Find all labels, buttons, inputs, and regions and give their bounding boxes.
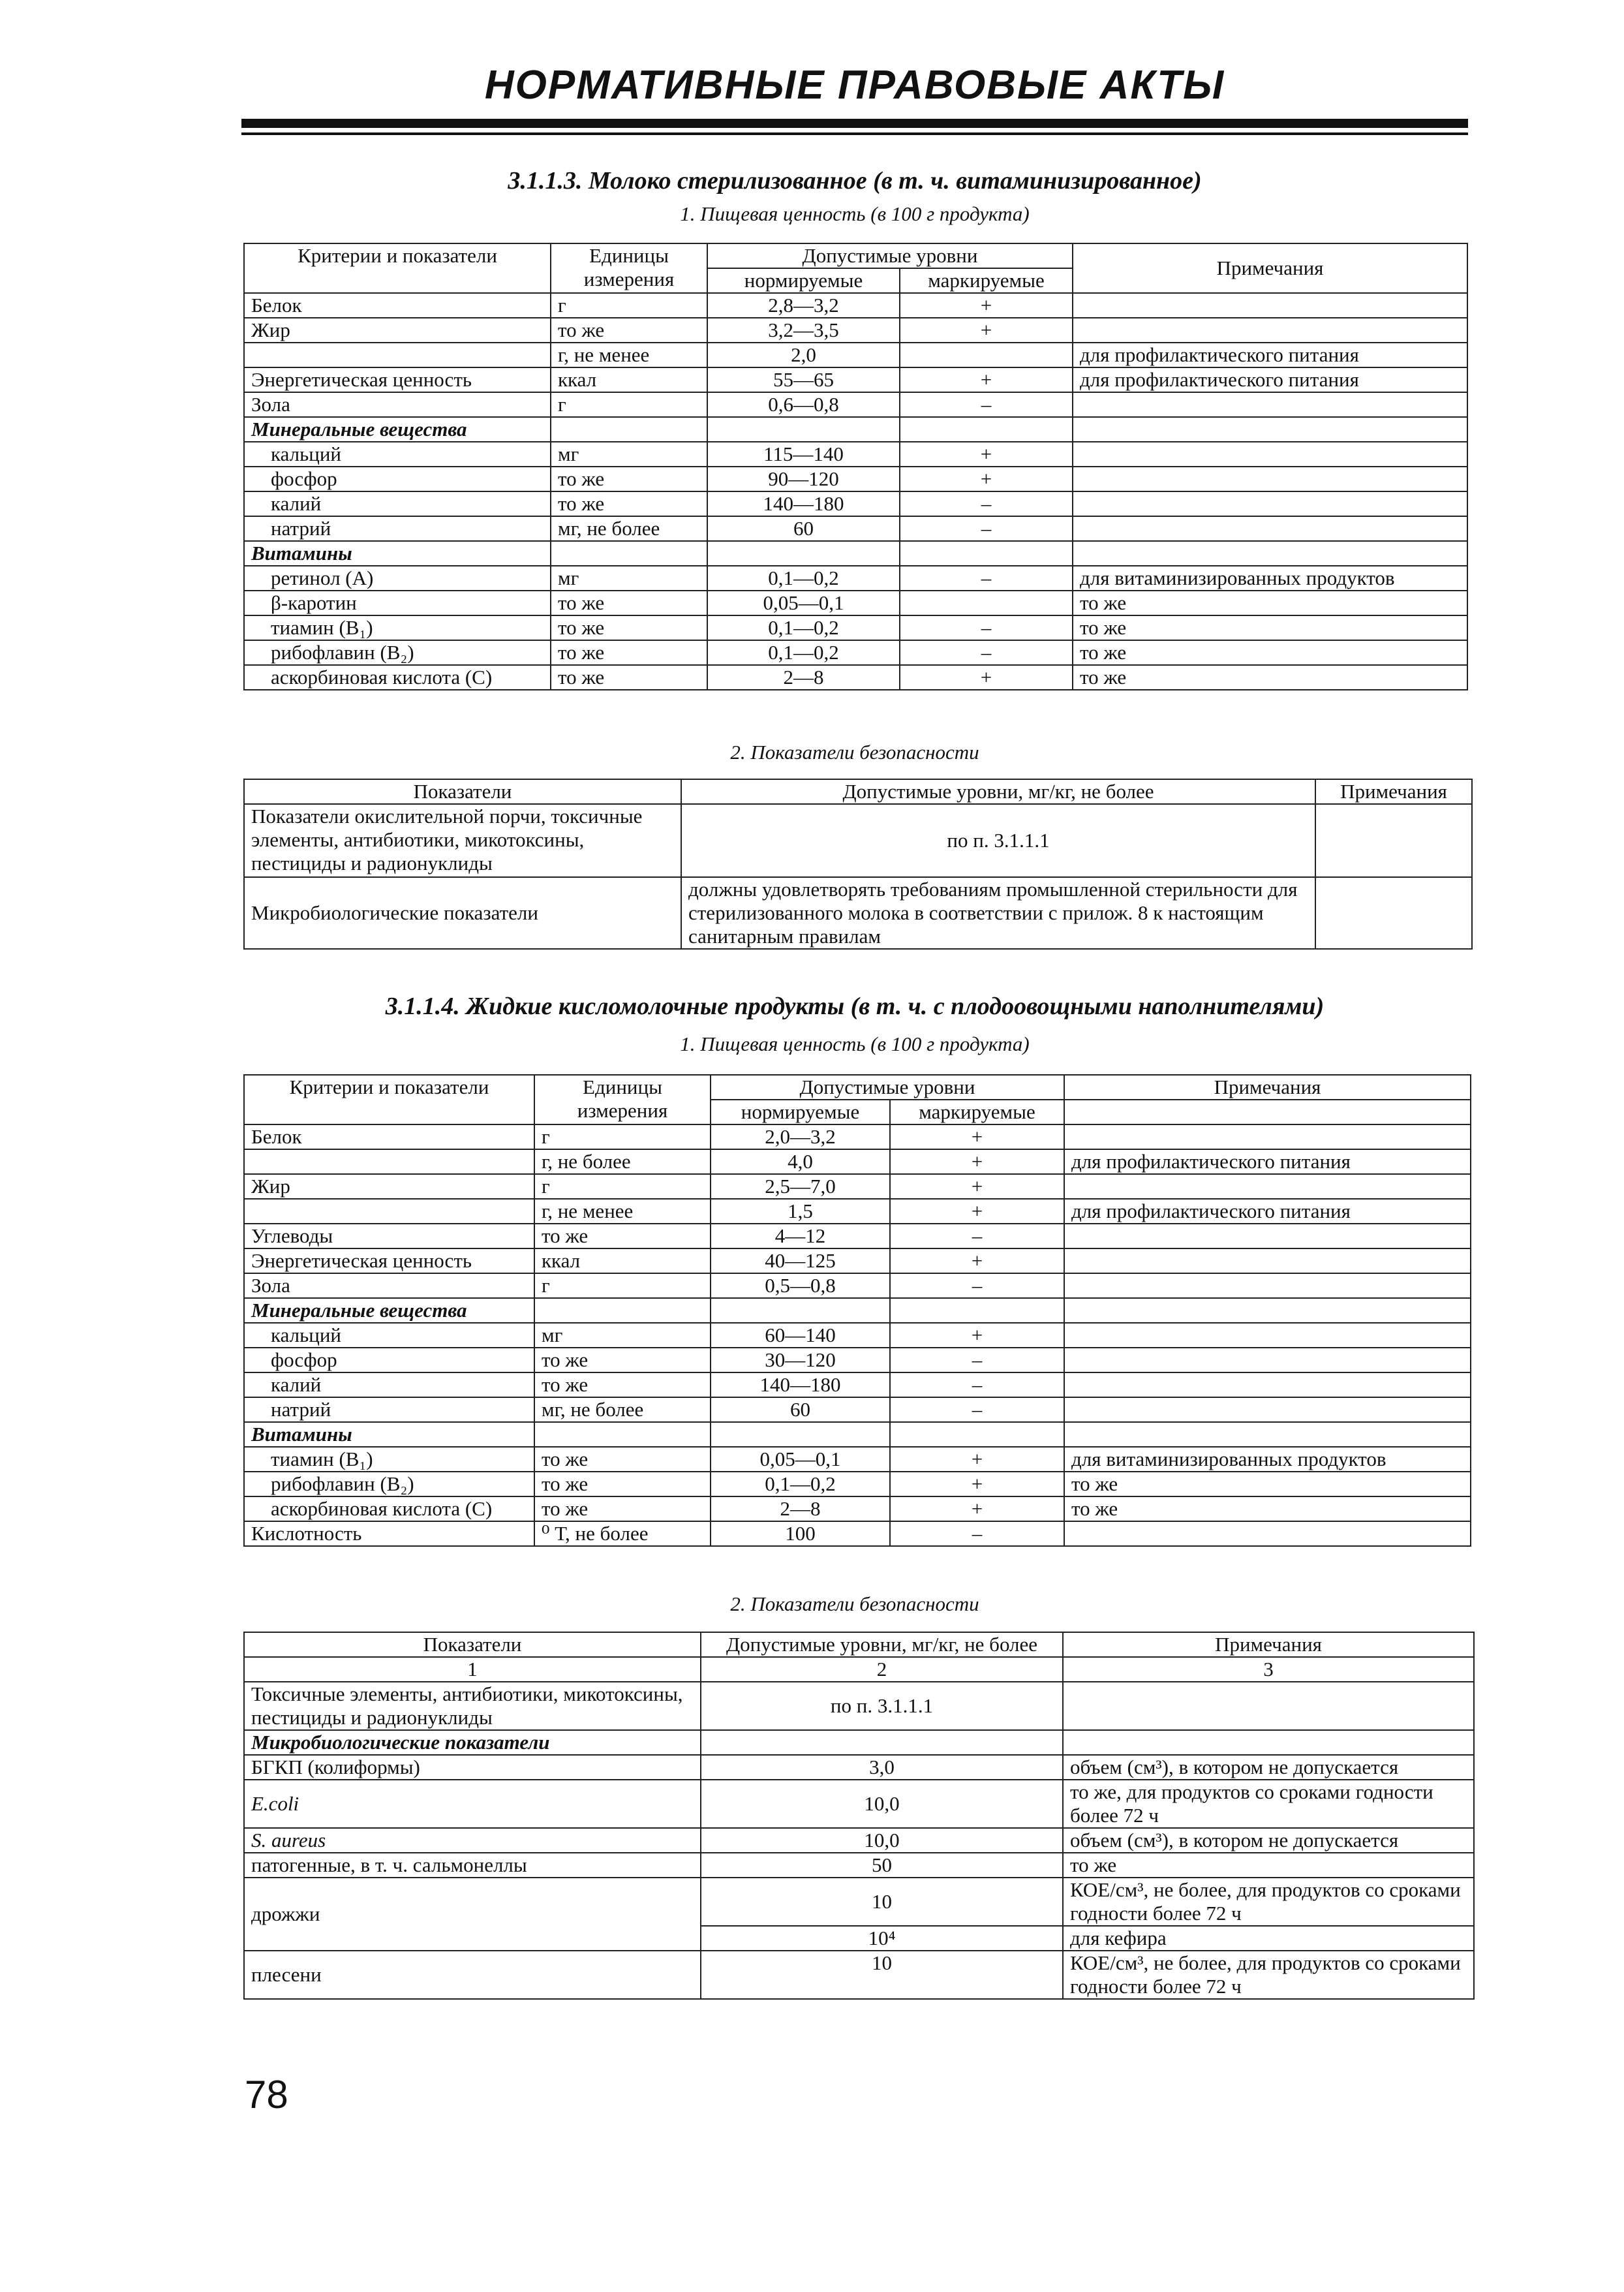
unit-cell [534,1298,711,1323]
labeled-mark-cell: + [900,467,1073,491]
criterion-cell: калий [244,491,551,516]
unit-cell: г, не менее [551,343,707,367]
note-cell [1073,541,1467,566]
note-cell [1064,1124,1471,1149]
criterion-cell: Зола [244,1273,534,1298]
criterion-cell: Энергетическая ценность [244,1248,534,1273]
normed-value-cell: 115—140 [707,442,900,467]
note-cell [1064,1422,1471,1447]
note-cell [1073,392,1467,417]
column-number: 2 [701,1657,1063,1682]
table-row [244,467,1467,491]
safety-level-cell: должны удовлетворять требованиям промышленной стерильности для стерилизованного молока в соответствии с прилож. 8 к настоящим санитарным правилам [681,877,1315,949]
micro-note-cell: объем (см³), в котором не допускается [1063,1755,1474,1780]
labeled-mark-cell: + [890,1124,1064,1149]
table-row [244,1422,1471,1447]
labeled-mark-cell: – [890,1224,1064,1248]
table-row [244,1828,1474,1853]
table-row [244,1323,1471,1348]
labeled-mark-cell [890,1422,1064,1447]
note-cell [1064,1273,1471,1298]
note-cell [1064,1174,1471,1199]
unit-cell [551,417,707,442]
header-notes: Примечания [1064,1075,1471,1100]
column-number: 1 [244,1657,701,1682]
normed-value-cell: 60 [707,516,900,541]
note-cell [1064,1397,1471,1422]
labeled-mark-cell: – [890,1397,1064,1422]
labeled-mark-cell: + [890,1472,1064,1496]
normed-value-cell: 2—8 [711,1496,890,1521]
criterion-cell: Белок [244,1124,534,1149]
header-notes-blank [1064,1100,1471,1124]
note-cell: для профилактического питания [1064,1199,1471,1224]
note-cell [1073,417,1467,442]
labeled-mark-cell: – [900,566,1073,591]
unit-cell: мг, не более [551,516,707,541]
unit-cell: то же [551,615,707,640]
table-row [244,1780,1474,1828]
note-cell: для профилактического питания [1073,367,1467,392]
labeled-mark-cell: + [890,1149,1064,1174]
table-row [244,516,1467,541]
header-rule-thin [241,132,1468,135]
labeled-mark-cell [900,591,1073,615]
note-cell [1064,1224,1471,1248]
table-row [244,1521,1471,1546]
labeled-mark-cell: – [890,1372,1064,1397]
unit-cell: ккал [551,367,707,392]
normed-value-cell [707,541,900,566]
unit-cell: г, не менее [534,1199,711,1224]
header-units: Единицы измерения [551,243,707,293]
table-row [244,318,1467,343]
micro-level-cell: 3,0 [701,1755,1063,1780]
criterion-cell: Витамины [244,541,551,566]
header-notes: Примечания [1073,243,1467,293]
unit-cell: то же [551,491,707,516]
micro-level-cell: 10,0 [701,1828,1063,1853]
criterion-cell: Минеральные вещества [244,417,551,442]
unit-cell: то же [534,1372,711,1397]
toxic-note-cell [1063,1682,1474,1730]
yeast-value-kefir: 10⁴ [701,1926,1063,1951]
yeast-note: КОЕ/см³, не более, для продуктов со сроками годности более 72 ч [1063,1878,1474,1926]
header-units: Единицы измерения [534,1075,711,1124]
table-row [244,392,1467,417]
header-levels: Допустимые уровни [707,243,1073,268]
header-rule [241,119,1468,128]
empty-cell [701,1730,1063,1755]
labeled-mark-cell: + [890,1496,1064,1521]
yeast-label: дрожжи [244,1878,701,1951]
normed-value-cell [711,1422,890,1447]
criterion-cell: Жир [244,1174,534,1199]
criterion-cell: натрий [244,1397,534,1422]
normed-value-cell: 0,05—0,1 [711,1447,890,1472]
criterion-cell: аскорбиновая кислота (С) [244,1496,534,1521]
normed-value-cell: 0,1—0,2 [707,566,900,591]
labeled-mark-cell: + [900,293,1073,318]
safety-note-cell [1315,877,1472,949]
micro-indicator-cell: E.coli [244,1780,701,1828]
unit-cell: г [534,1124,711,1149]
column-number: 3 [1063,1657,1474,1682]
header-criteria: Критерии и показатели [244,1075,534,1124]
normed-value-cell: 1,5 [711,1199,890,1224]
criterion-cell: Зола [244,392,551,417]
unit-cell: г [551,293,707,318]
normed-value-cell: 2,8—3,2 [707,293,900,318]
note-cell [1073,293,1467,318]
normed-value-cell: 3,2—3,5 [707,318,900,343]
table-row [244,1348,1471,1372]
mold-label: плесени [244,1951,701,1999]
safety-table [243,779,1473,950]
labeled-mark-cell: + [900,367,1073,392]
table-row [244,665,1467,690]
unit-cell: то же [534,1224,711,1248]
table-row [244,417,1467,442]
table-row [244,1397,1471,1422]
normed-value-cell: 0,5—0,8 [711,1273,890,1298]
normed-value-cell: 40—125 [711,1248,890,1273]
labeled-mark-cell: + [900,442,1073,467]
header-notes: Примечания [1063,1632,1474,1657]
micro-indicator-cell: S. aureus [244,1828,701,1853]
header-notes: Примечания [1315,779,1472,804]
note-cell: то же [1073,640,1467,665]
labeled-mark-cell: – [890,1273,1064,1298]
normed-value-cell: 100 [711,1521,890,1546]
unit-cell: то же [534,1496,711,1521]
table-row [244,442,1467,467]
criterion-cell: фосфор [244,467,551,491]
labeled-mark-cell: + [890,1447,1064,1472]
normed-value-cell: 2,0—3,2 [711,1124,890,1149]
normed-value-cell [711,1298,890,1323]
unit-cell: г [534,1273,711,1298]
table-row [244,1472,1471,1496]
normed-value-cell: 140—180 [707,491,900,516]
criterion-cell: ретинол (А) [244,566,551,591]
micro-indicator-cell: БГКП (колиформы) [244,1755,701,1780]
criterion-cell [244,343,551,367]
table-row [244,293,1467,318]
micro-group-label: Микробиологические показатели [244,1730,701,1755]
header-levels: Допустимые уровни, мг/кг, не более [701,1632,1063,1657]
note-cell [1064,1348,1471,1372]
mold-value: 10 [701,1951,1063,1999]
unit-cell: мг [534,1323,711,1348]
criterion-cell: Кислотность [244,1521,534,1546]
note-cell [1064,1298,1471,1323]
labeled-mark-cell: – [900,640,1073,665]
note-cell [1064,1521,1471,1546]
labeled-mark-cell: – [900,516,1073,541]
micro-note-cell: то же, для продуктов со сроками годности более 72 ч [1063,1780,1474,1828]
unit-cell [551,541,707,566]
subsection-title: 1. Пищевая ценность (в 100 г продукта) [680,1032,1030,1055]
unit-cell: мг [551,566,707,591]
table-row [244,343,1467,367]
table-row [244,1174,1471,1199]
criterion-cell: аскорбиновая кислота (С) [244,665,551,690]
criterion-cell: натрий [244,516,551,541]
criterion-cell: кальций [244,1323,534,1348]
note-cell [1073,516,1467,541]
table-row [244,640,1467,665]
unit-cell: то же [551,318,707,343]
normed-value-cell: 30—120 [711,1348,890,1372]
labeled-mark-cell [900,343,1073,367]
nutrition-table [243,1074,1471,1547]
empty-cell [1063,1730,1474,1755]
note-cell [1064,1372,1471,1397]
table-row [244,1447,1471,1472]
criterion-cell: фосфор [244,1348,534,1372]
table-row [244,1496,1471,1521]
safety-indicator-cell: Микробиологические показатели [244,877,681,949]
safety-note-cell [1315,804,1472,877]
criterion-cell: Жир [244,318,551,343]
labeled-mark-cell: – [900,491,1073,516]
table-row [244,566,1467,591]
micro-note-cell: объем (см³), в котором не допускается [1063,1828,1474,1853]
labeled-mark-cell: + [890,1174,1064,1199]
labeled-mark-cell [900,541,1073,566]
table-row [244,1224,1471,1248]
note-cell [1064,1323,1471,1348]
micro-note-cell: то же [1063,1853,1474,1878]
table-row [244,367,1467,392]
subsection-title: 1. Пищевая ценность (в 100 г продукта) [680,202,1030,225]
labeled-mark-cell: + [890,1248,1064,1273]
criterion-cell: тиамин (B₁) [244,1447,534,1472]
criterion-cell: Белок [244,293,551,318]
criterion-cell: Углеводы [244,1224,534,1248]
page-number: 78 [245,2073,288,2116]
normed-value-cell: 0,1—0,2 [711,1472,890,1496]
table-row [244,491,1467,516]
page-header-title: НОРМАТИВНЫЕ ПРАВОВЫЕ АКТЫ [484,63,1225,108]
micro-level-cell: 10,0 [701,1780,1063,1828]
table-row [244,1755,1474,1780]
unit-cell: ⁰ Т, не более [534,1521,711,1546]
note-cell: то же [1064,1496,1471,1521]
header-normed: нормируемые [711,1100,890,1124]
labeled-mark-cell [900,417,1073,442]
micro-level-cell: 50 [701,1853,1063,1878]
normed-value-cell: 55—65 [707,367,900,392]
header-indicators: Показатели [244,1632,701,1657]
note-cell: то же [1073,591,1467,615]
unit-cell: то же [534,1472,711,1496]
subsection-title: 2. Показатели безопасности [730,1592,979,1615]
criterion-cell: β-каротин [244,591,551,615]
criterion-cell: Минеральные вещества [244,1298,534,1323]
note-cell [1073,318,1467,343]
header-levels: Допустимые уровни, мг/кг, не более [681,779,1315,804]
note-cell: то же [1064,1472,1471,1496]
table-row [244,1199,1471,1224]
unit-cell: то же [534,1447,711,1472]
mold-note: КОЕ/см³, не более, для продуктов со сроками годности более 72 ч [1063,1951,1474,1999]
unit-cell: ккал [534,1248,711,1273]
unit-cell: г [551,392,707,417]
yeast-note-kefir: для кефира [1063,1926,1474,1951]
normed-value-cell [707,417,900,442]
criterion-cell: тиамин (B₁) [244,615,551,640]
unit-cell: г [534,1174,711,1199]
note-cell: для профилактического питания [1073,343,1467,367]
note-cell: то же [1073,615,1467,640]
table-row [244,615,1467,640]
unit-cell: то же [551,640,707,665]
table-row [244,1298,1471,1323]
unit-cell: г, не более [534,1149,711,1174]
table-row [244,1248,1471,1273]
labeled-mark-cell: + [890,1199,1064,1224]
unit-cell [534,1422,711,1447]
micro-indicator-cell: патогенные, в т. ч. сальмонеллы [244,1853,701,1878]
table-row [244,1853,1474,1878]
note-cell [1073,467,1467,491]
criterion-cell [244,1149,534,1174]
unit-cell: то же [534,1348,711,1372]
normed-value-cell: 2,5—7,0 [711,1174,890,1199]
table-row [244,591,1467,615]
labeled-mark-cell: – [890,1521,1064,1546]
normed-value-cell: 0,1—0,2 [707,615,900,640]
unit-cell: то же [551,665,707,690]
table-row [244,1149,1471,1174]
table-row [244,1124,1471,1149]
yeast-value: 10 [701,1878,1063,1926]
criterion-cell: Энергетическая ценность [244,367,551,392]
header-criteria: Критерии и показатели [244,243,551,293]
normed-value-cell: 4,0 [711,1149,890,1174]
unit-cell: то же [551,467,707,491]
normed-value-cell: 0,1—0,2 [707,640,900,665]
table-row [244,1273,1471,1298]
labeled-mark-cell: + [900,665,1073,690]
toxic-indicator-cell: Токсичные элементы, антибиотики, микотоксины, пестициды и радионуклиды [244,1682,701,1730]
normed-value-cell: 90—120 [707,467,900,491]
safety-table [243,1632,1475,2000]
note-cell [1073,442,1467,467]
unit-cell: то же [551,591,707,615]
labeled-mark-cell: + [890,1323,1064,1348]
note-cell [1073,491,1467,516]
subsection-title: 2. Показатели безопасности [730,741,979,764]
labeled-mark-cell: – [900,392,1073,417]
header-normed: нормируемые [707,268,900,293]
nutrition-table [243,243,1468,690]
section-title: 3.1.1.3. Молоко стерилизованное (в т. ч. витаминизированное) [508,167,1202,194]
unit-cell: мг [551,442,707,467]
criterion-cell: рибофлавин (B₂) [244,1472,534,1496]
labeled-mark-cell: – [890,1348,1064,1372]
safety-indicator-cell: Показатели окислительной порчи, токсичные элементы, антибиотики, микотоксины, пестициды и радионуклиды [244,804,681,877]
note-cell: для профилактического питания [1064,1149,1471,1174]
criterion-cell [244,1199,534,1224]
note-cell: то же [1073,665,1467,690]
normed-value-cell: 4—12 [711,1224,890,1248]
normed-value-cell: 60—140 [711,1323,890,1348]
note-cell [1064,1248,1471,1273]
criterion-cell: рибофлавин (B₂) [244,640,551,665]
criterion-cell: Витамины [244,1422,534,1447]
table-row [244,541,1467,566]
header-labeled: маркируемые [890,1100,1064,1124]
normed-value-cell: 60 [711,1397,890,1422]
unit-cell: мг, не более [534,1397,711,1422]
table-row [244,1372,1471,1397]
normed-value-cell: 0,6—0,8 [707,392,900,417]
section-title: 3.1.1.4. Жидкие кисломолочные продукты (в т. ч. с плодоовощными наполнителями) [385,993,1325,1020]
labeled-mark-cell: + [900,318,1073,343]
safety-level-cell: по п. 3.1.1.1 [681,804,1315,877]
criterion-cell: кальций [244,442,551,467]
header-labeled: маркируемые [900,268,1073,293]
toxic-level-cell: по п. 3.1.1.1 [701,1682,1063,1730]
header-levels: Допустимые уровни [711,1075,1064,1100]
labeled-mark-cell: – [900,615,1073,640]
labeled-mark-cell [890,1298,1064,1323]
normed-value-cell: 2,0 [707,343,900,367]
note-cell: для витаминизированных продуктов [1064,1447,1471,1472]
header-indicators: Показатели [244,779,681,804]
criterion-cell: калий [244,1372,534,1397]
normed-value-cell: 2—8 [707,665,900,690]
note-cell: для витаминизированных продуктов [1073,566,1467,591]
normed-value-cell: 140—180 [711,1372,890,1397]
normed-value-cell: 0,05—0,1 [707,591,900,615]
